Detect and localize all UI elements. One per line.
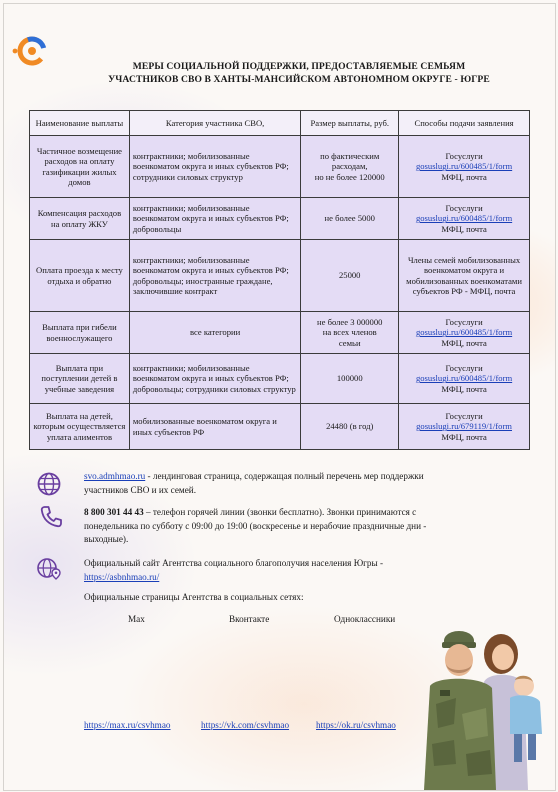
ways-gosuslugi: Госуслуги — [445, 410, 483, 421]
table-row — [30, 198, 530, 240]
row-ways — [399, 354, 530, 404]
row-ways — [399, 312, 530, 354]
row-amount — [301, 198, 399, 240]
row-name: Частичное возмещение расходов на оплату газификации жилых домов — [30, 136, 130, 198]
ways-family-mfc: Члены семей мобилизованных военкоматом округа и мобилизованных военкоматами субъектов РФ - МФЦ, почта — [406, 254, 522, 296]
official-site-text: Официальный сайт Агентства социального благополучия населения Югры - — [84, 558, 384, 568]
amount-line: по фактическим расходам, — [320, 150, 380, 172]
row-category: мобилизованные военкоматом округа и иных субъектов РФ — [129, 404, 300, 450]
row-name: Выплата на детей, которым осуществляется уплата алиментов — [30, 404, 130, 450]
landing-info — [84, 470, 534, 497]
table-row — [30, 404, 530, 450]
amount-line: 24480 (в год) — [326, 421, 374, 432]
row-amount — [301, 354, 399, 404]
gosuslugi-link[interactable]: gosuslugi.ru/600485/1/form — [415, 327, 513, 338]
row-ways — [399, 136, 530, 198]
amount-line: на всех членов — [322, 327, 377, 338]
row-amount — [301, 404, 399, 450]
web-pin-icon — [36, 555, 62, 581]
row-name: Оплата проезда к месту отдыха и обратно — [30, 240, 130, 312]
globe-icon — [36, 471, 62, 497]
hotline-text-2: понедельника по субботу с 09:00 до 19:00 (воскресенье и нерабочие праздничные дни - — [84, 520, 427, 531]
amount-line: не более 5000 — [324, 213, 375, 224]
family-illustration — [396, 594, 556, 790]
ways-mfc: МФЦ, почта — [441, 383, 487, 394]
amount-line: но не более 120000 — [314, 171, 385, 182]
title-line-2: УЧАСТНИКОВ СВО В ХАНТЫ-МАНСИЙСКОМ АВТОНОМНОМ ОКРУГЕ - ЮГРЕ — [108, 74, 490, 85]
row-ways — [399, 240, 530, 312]
hotline-text-3: выходные). — [84, 534, 129, 544]
header-name: Наименование выплаты — [30, 111, 130, 136]
social-link-ok[interactable]: https://ok.ru/csvhmao — [316, 720, 396, 730]
logo-icon — [10, 34, 50, 68]
amount-line: 100000 — [336, 373, 363, 384]
document-page — [3, 3, 556, 791]
table-header-row — [30, 111, 530, 136]
table-row — [30, 240, 530, 312]
row-category: контрактники; мобилизованные военкоматом округа и иных субъектов РФ; добровольцы; сотрудники силовых структур — [129, 354, 300, 404]
ways-gosuslugi: Госуслуги — [445, 362, 483, 373]
socials-title: Официальные страницы Агентства в социальных сетях: — [84, 592, 304, 602]
social-link-max[interactable]: https://max.ru/csvhmao — [84, 720, 171, 730]
row-amount — [301, 312, 399, 354]
ways-gosuslugi: Госуслуги — [445, 316, 483, 327]
table-row — [30, 354, 530, 404]
gosuslugi-link[interactable]: gosuslugi.ru/600485/1/form — [415, 213, 513, 224]
amount-line: семьи — [338, 337, 361, 348]
row-category: все категории — [129, 312, 300, 354]
header-amount: Размер выплаты, руб. — [301, 111, 399, 136]
row-name: Компенсация расходов на оплату ЖКУ — [30, 198, 130, 240]
table-row — [30, 136, 530, 198]
social-name-vk: Вконтакте — [229, 614, 270, 624]
header-category: Категория участника СВО, — [129, 111, 300, 136]
row-name: Выплата при гибели военнослужащего — [30, 312, 130, 354]
ways-mfc: МФЦ, почта — [441, 431, 487, 442]
ways-gosuslugi: Госуслуги — [445, 202, 483, 213]
page-title — [54, 60, 544, 86]
ways-mfc: МФЦ, почта — [441, 171, 487, 182]
support-measures-table — [29, 110, 530, 450]
row-amount — [301, 240, 399, 312]
hotline-info — [84, 506, 534, 547]
hotline-text: – телефон горячей линии (звонки бесплатно). Звонки принимаются с — [143, 507, 417, 517]
ways-mfc: МФЦ, почта — [441, 223, 487, 234]
social-link-vk[interactable]: https://vk.com/csvhmao — [201, 720, 290, 730]
gosuslugi-link[interactable]: gosuslugi.ru/600485/1/form — [415, 373, 513, 384]
social-name-ok: Одноклассники — [334, 614, 396, 624]
row-ways — [399, 404, 530, 450]
row-amount — [301, 136, 399, 198]
amount-line: не более 3 000000 — [317, 316, 383, 327]
row-ways — [399, 198, 530, 240]
title-line-1: МЕРЫ СОЦИАЛЬНОЙ ПОДДЕРЖКИ, ПРЕДОСТАВЛЯЕМЫЕ СЕМЬЯМ — [132, 61, 466, 72]
official-site-link[interactable]: https://asbnhmao.ru/ — [84, 571, 160, 582]
ways-gosuslugi: Госуслуги — [445, 150, 483, 161]
social-name-max: Max — [128, 614, 145, 624]
row-category: контрактники; мобилизованные военкоматом округа и иных субъектов РФ; добровольцы; иностранные граждане, заключившие контракт — [129, 240, 300, 312]
ways-mfc: МФЦ, почта — [441, 337, 487, 348]
header-ways: Способы подачи заявления — [399, 111, 530, 136]
official-site-info — [84, 557, 534, 584]
landing-text: - лендинговая страница, содержащая полный перечень мер поддержки — [145, 471, 424, 481]
gosuslugi-link[interactable]: gosuslugi.ru/600485/1/form — [415, 161, 513, 172]
landing-text-2: участников СВО и их семей. — [84, 484, 197, 495]
row-category: контрактники; мобилизованные военкоматом округа и иных субъектов РФ; добровольцы — [129, 198, 300, 240]
hotline-number[interactable]: 8 800 301 44 43 — [84, 507, 144, 517]
amount-line: 25000 — [338, 270, 361, 281]
landing-link[interactable]: svo.admhmao.ru — [84, 471, 146, 481]
row-name: Выплата при поступлении детей в учебные заведения — [30, 354, 130, 404]
row-category: контрактники; мобилизованные военкоматом округа и иных субъектов РФ; сотрудники силовых структур — [129, 136, 300, 198]
gosuslugi-link[interactable]: gosuslugi.ru/679119/1/form — [416, 421, 512, 432]
phone-icon — [38, 504, 64, 530]
table-row — [30, 312, 530, 354]
